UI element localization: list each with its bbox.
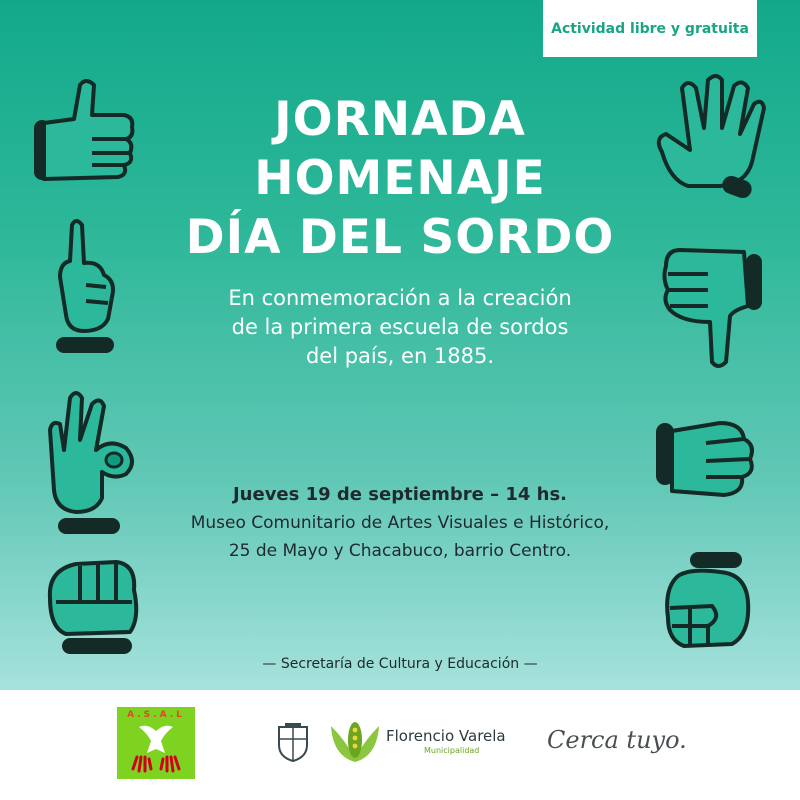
fist-hand-icon bbox=[36, 548, 151, 663]
event-place-line-1: Museo Comunitario de Artes Visuales e Histórico, bbox=[190, 513, 610, 533]
free-activity-badge bbox=[543, 0, 757, 57]
subtitle-line-3: del país, en 1885. bbox=[305, 344, 495, 368]
title-line-2: HOMENAJE bbox=[254, 151, 546, 206]
subtitle-line-2: de la primera escuela de sordos bbox=[231, 315, 569, 339]
corn-leaf-icon bbox=[327, 718, 383, 764]
footer-logos bbox=[0, 690, 800, 800]
event-title bbox=[0, 90, 800, 267]
municipality-name: Florencio Varela bbox=[386, 727, 506, 745]
municipality-sub: Municipalidad bbox=[424, 746, 480, 755]
free-activity-label: Actividad libre y gratuita bbox=[551, 20, 749, 37]
dove-hands-icon bbox=[117, 707, 195, 779]
event-date: Jueves 19 de septiembre – 14 hs. bbox=[232, 484, 568, 505]
fist-right-hand-icon bbox=[650, 548, 762, 666]
asal-logo bbox=[117, 707, 195, 779]
title-line-3: DÍA DEL SORDO bbox=[185, 210, 615, 265]
slogan: Cerca tuyo. bbox=[547, 726, 687, 754]
shield-icon bbox=[276, 723, 310, 763]
title-line-1: JORNADA bbox=[274, 92, 526, 147]
event-place-line-2: 25 de Mayo y Chacabuco, barrio Centro. bbox=[228, 541, 572, 561]
asal-logo-text: A.S.A.L bbox=[127, 710, 185, 720]
event-details bbox=[0, 481, 800, 565]
subtitle-line-1: En conmemoración a la creación bbox=[228, 286, 572, 310]
organizer-credit: — Secretaría de Cultura y Educación — bbox=[262, 656, 538, 672]
event-subtitle bbox=[0, 284, 800, 371]
